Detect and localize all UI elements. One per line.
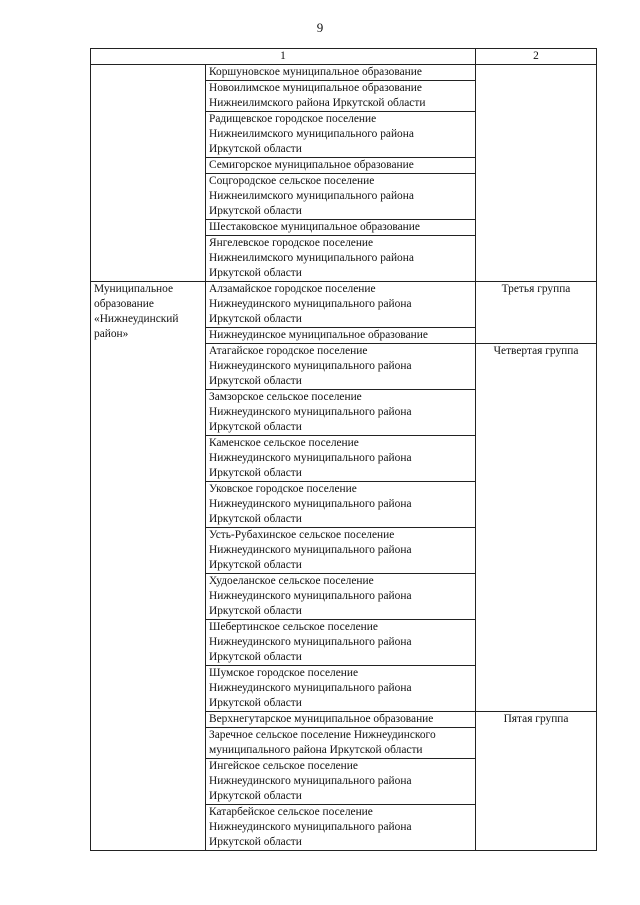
municipality-cell: Замзорское сельское поселение Нижнеудинского муниципального района Иркутской области [206,390,476,436]
municipality-cell: Усть-Рубахинское сельское поселение Нижнеудинского муниципального района Иркутской области [206,528,476,574]
table-header-row [91,49,597,65]
municipalities-table [90,48,597,851]
municipality-cell: Каменское сельское поселение Нижнеудинского муниципального района Иркутской области [206,436,476,482]
municipality-cell: Радищевское городское поселение Нижнеилимского муниципального района Иркутской области [206,112,476,158]
header-col-1: 1 [91,49,476,65]
municipality-cell: Шумское городское поселение Нижнеудинского муниципального района Иркутской области [206,666,476,712]
municipality-cell: Заречное сельское поселение Нижнеудинского муниципального района Иркутской области [206,728,476,759]
district-cell [91,65,206,282]
municipality-cell: Алзамайское городское поселение Нижнеудинского муниципального района Иркутской области [206,282,476,328]
page-number: 9 [316,20,324,35]
municipality-cell: Новоилимское муниципальное образование Нижнеилимского района Иркутской области [206,81,476,112]
district-cell: Муниципальное образование «Нижнеудинский район» [91,282,206,851]
municipality-cell: Янгелевское городское поселение Нижнеилимского муниципального района Иркутской области [206,236,476,282]
municipality-cell: Соцгородское сельское поселение Нижнеилимского муниципального района Иркутской области [206,174,476,220]
group-cell: Третья группа [476,282,597,344]
municipality-cell: Катарбейское сельское поселение Нижнеудинского муниципального района Иркутской области [206,805,476,851]
table-row [91,282,597,328]
table-row [91,65,597,81]
municipality-cell: Семигорское муниципальное образование [206,158,476,174]
municipality-cell: Шебертинское сельское поселение Нижнеудинского муниципального района Иркутской области [206,620,476,666]
municipality-cell: Коршуновское муниципальное образование [206,65,476,81]
municipality-cell: Шестаковское муниципальное образование [206,220,476,236]
municipality-cell: Ингейское сельское поселение Нижнеудинского муниципального района Иркутской области [206,759,476,805]
group-cell: Пятая группа [476,712,597,851]
municipality-cell: Атагайское городское поселение Нижнеудинского муниципального района Иркутской области [206,344,476,390]
municipality-cell: Нижнеудинское муниципальное образование [206,328,476,344]
header-col-2: 2 [476,49,597,65]
group-cell [476,65,597,282]
municipality-cell: Уковское городское поселение Нижнеудинского муниципального района Иркутской области [206,482,476,528]
municipality-cell: Верхнегутарское муниципальное образование [206,712,476,728]
municipality-cell: Худоеланское сельское поселение Нижнеудинского муниципального района Иркутской области [206,574,476,620]
group-cell: Четвертая группа [476,344,597,712]
